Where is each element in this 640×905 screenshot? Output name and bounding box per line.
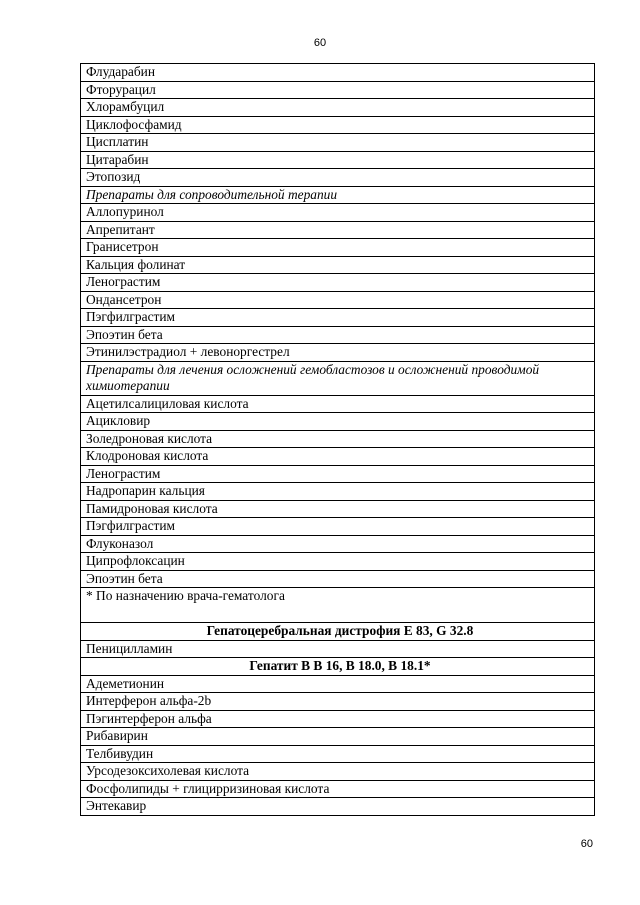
page-number-bottom: 60 xyxy=(580,838,593,850)
table-row xyxy=(81,518,595,536)
table-row xyxy=(81,99,595,117)
table-row xyxy=(81,728,595,746)
drug-name-cell: Эпоэтин бета xyxy=(81,570,595,588)
drug-name-cell: Ацикловир xyxy=(81,413,595,431)
drug-name-cell: Пеницилламин xyxy=(81,640,595,658)
drug-name-cell: Эпоэтин бета xyxy=(81,326,595,344)
table-row xyxy=(81,710,595,728)
table-row xyxy=(81,570,595,588)
table-row xyxy=(81,693,595,711)
table-row xyxy=(81,274,595,292)
table-row xyxy=(81,256,595,274)
drug-name-cell: Хлорамбуцил xyxy=(81,99,595,117)
drug-name-cell: Рибавирин xyxy=(81,728,595,746)
table-row xyxy=(81,535,595,553)
drug-name-cell: Золедроновая кислота xyxy=(81,430,595,448)
table-row xyxy=(81,186,595,204)
drug-name-cell: Ленограстим xyxy=(81,274,595,292)
table-row xyxy=(81,134,595,152)
table-row xyxy=(81,745,595,763)
drug-name-cell: Апрепитант xyxy=(81,221,595,239)
drug-name-cell: Клодроновая кислота xyxy=(81,448,595,466)
diagnosis-heading-cell: Гепатит В В 16, В 18.0, В 18.1* xyxy=(81,658,595,676)
drug-name-cell: Ондансетрон xyxy=(81,291,595,309)
drug-name-cell: Ацетилсалициловая кислота xyxy=(81,395,595,413)
drug-name-cell: Адеметионин xyxy=(81,675,595,693)
drug-name-cell: Цитарабин xyxy=(81,151,595,169)
table-row xyxy=(81,204,595,222)
drug-name-cell: Пэгфилграстим xyxy=(81,518,595,536)
diagnosis-heading-cell: Гепатоцеребральная дистрофия E 83, G 32.8 xyxy=(81,623,595,641)
section-heading-cell: Препараты для сопроводительной терапии xyxy=(81,186,595,204)
table-row xyxy=(81,413,595,431)
table-row xyxy=(81,81,595,99)
section-heading-cell: Препараты для лечения осложнений гемобластозов и осложнений проводимой химиотерапии xyxy=(81,361,595,395)
page-number-top: 60 xyxy=(313,37,327,49)
drug-name-cell: Интерферон альфа-2b xyxy=(81,693,595,711)
drug-name-cell: Телбивудин xyxy=(81,745,595,763)
table-row xyxy=(81,465,595,483)
table-row xyxy=(81,151,595,169)
drug-name-cell: Ленограстим xyxy=(81,465,595,483)
drug-name-cell: Надропарин кальция xyxy=(81,483,595,501)
drug-name-cell: Фторурацил xyxy=(81,81,595,99)
table-row xyxy=(81,116,595,134)
drug-name-cell: Урсодезоксихолевая кислота xyxy=(81,763,595,781)
table-row xyxy=(81,798,595,816)
table-row xyxy=(81,588,595,623)
drug-name-cell: Циклофосфамид xyxy=(81,116,595,134)
table-row xyxy=(81,291,595,309)
table-row xyxy=(81,553,595,571)
table-row xyxy=(81,395,595,413)
table-row xyxy=(81,344,595,362)
table-row xyxy=(81,675,595,693)
drug-name-cell: Этопозид xyxy=(81,169,595,187)
drug-name-cell: Ципрофлоксацин xyxy=(81,553,595,571)
table-row xyxy=(81,500,595,518)
drug-name-cell: Пэгфилграстим xyxy=(81,309,595,327)
table-row xyxy=(81,169,595,187)
drug-name-cell: Флуконазол xyxy=(81,535,595,553)
drug-list-table xyxy=(80,63,595,816)
drug-name-cell: Этинилэстрадиол + левоноргестрел xyxy=(81,344,595,362)
table-row xyxy=(81,221,595,239)
table-row xyxy=(81,763,595,781)
table-row xyxy=(81,326,595,344)
table-row xyxy=(81,64,595,82)
table-row xyxy=(81,309,595,327)
table-row xyxy=(81,448,595,466)
drug-name-cell: Гранисетрон xyxy=(81,239,595,257)
footnote-cell: * По назначению врача-гематолога xyxy=(81,588,595,623)
table-row xyxy=(81,658,595,676)
table-row xyxy=(81,623,595,641)
drug-name-cell: Энтекавир xyxy=(81,798,595,816)
table-row xyxy=(81,239,595,257)
table-row xyxy=(81,430,595,448)
drug-name-cell: Флударабин xyxy=(81,64,595,82)
drug-name-cell: Цисплатин xyxy=(81,134,595,152)
table-row xyxy=(81,361,595,395)
drug-name-cell: Кальция фолинат xyxy=(81,256,595,274)
drug-name-cell: Фосфолипиды + глицирризиновая кислота xyxy=(81,780,595,798)
drug-name-cell: Пэгинтерферон альфа xyxy=(81,710,595,728)
table-row xyxy=(81,640,595,658)
drug-name-cell: Памидроновая кислота xyxy=(81,500,595,518)
table-row xyxy=(81,780,595,798)
table-row xyxy=(81,483,595,501)
drug-name-cell: Аллопуринол xyxy=(81,204,595,222)
